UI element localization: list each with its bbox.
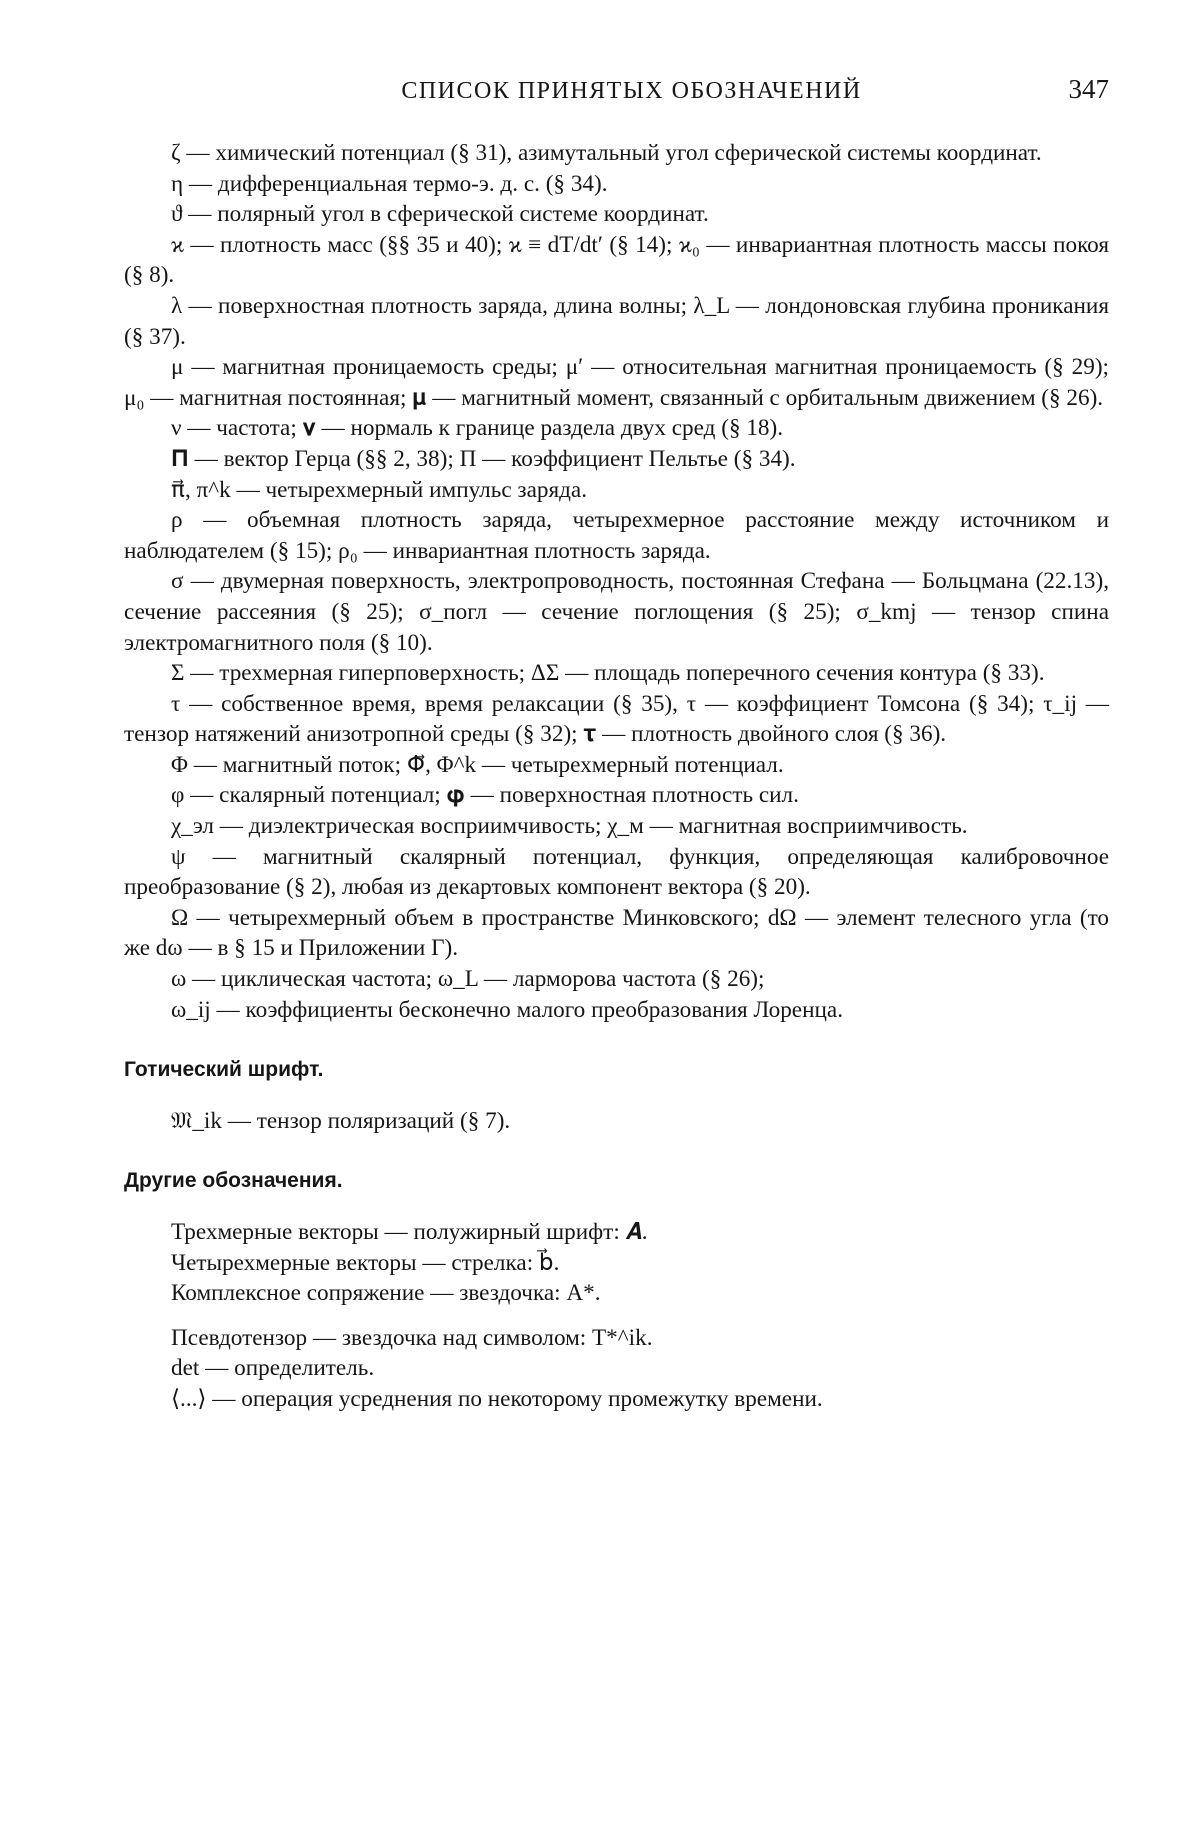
notation-omega: ω — циклическая частота; ω_L — ларморова частота (§ 26); (171, 966, 765, 993)
notation-mu: μ — магнитная проницаемость среды; μ′ — относительная магнитная проницаемость (§ 29); μ₀ — магнитная постоянная; 𝛍 — магнитный момент, связанный с орбитальным движением (§ 26). (124, 354, 1109, 411)
notation-phi: φ — скалярный потенциал; 𝛗 — поверхностная плотность сил. (171, 782, 799, 809)
notation-pseudotensor: Псевдотензор — звездочка над символом: T*^ik. (171, 1324, 653, 1351)
notation-gothic-m: 𝔐_ik — тензор поляризаций (§ 7). (171, 1107, 511, 1134)
page-header (124, 68, 1109, 108)
notation-sigma-capital: Σ — трехмерная гиперповерхность; ΔΣ — площадь поперечного сечения контура (§ 33). (171, 660, 1045, 687)
notation-sigma: σ — двумерная поверхность, электропроводность, постоянная Стефана — Больцмана (22.13), сечение рассеяния (§ 25); σ_погл — сечение поглощения (§ 25); σ_kmj — тензор спина электромагнитного поля (§ 10). (124, 568, 1109, 656)
notation-chi: χ_эл — диэлектрическая восприимчивость; χ_м — магнитная восприимчивость. (171, 813, 968, 840)
notation-average: ⟨...⟩ — операция усреднения по некоторому промежутку времени. (171, 1385, 823, 1412)
notation-eta: η — дифференциальная термо-э. д. с. (§ 34). (171, 170, 608, 197)
section-heading-other: Другие обозначения. (124, 1169, 343, 1193)
notation-pi-capital: 𝚷 — вектор Герца (§§ 2, 38); Π — коэффициент Пельтье (§ 34). (171, 445, 796, 472)
notation-determinant: det — определитель. (171, 1355, 375, 1382)
notation-phi-capital: Φ — магнитный поток; Φ⃗, Φ^k — четырехмерный потенциал. (171, 751, 784, 778)
page-number: 347 (1068, 74, 1109, 104)
notation-omega-ij: ω_ij — коэффициенты бесконечно малого преобразования Лоренца. (171, 996, 844, 1023)
notation-rho: ρ — объемная плотность заряда, четырехмерное расстояние между источником и наблюдателем (§ 15); ρ₀ — инвариантная плотность заряда. (124, 507, 1109, 564)
document-page (124, 68, 1109, 1415)
notation-kappa: ϰ — плотность масс (§§ 35 и 40); ϰ ≡ dT/dt′ (§ 14); ϰ₀ — инвариантная плотность массы покоя (§ 8). (124, 231, 1109, 289)
spacer (124, 1309, 1109, 1323)
notation-omega-capital: Ω — четырехмерный объем в пространстве Минковского; dΩ — элемент телесного угла (то же dω — в § 15 и Приложении Г). (124, 904, 1109, 962)
notation-nu: ν — частота; 𝛎 — нормаль к границе раздела двух сред (§ 18). (171, 415, 784, 442)
section-heading-gothic: Готический шрифт. (124, 1058, 324, 1082)
notation-3d-vectors: Трехмерные векторы — полужирный шрифт: 𝑨. (171, 1219, 648, 1245)
notation-list (124, 138, 1109, 1415)
notation-4d-vectors: Четырехмерные векторы — стрелка: b⃗. (171, 1249, 560, 1276)
notation-tau: τ — собственное время, время релаксации (§ 35), τ — коэффициент Томсона (§ 34); τ_ij — тензор натяжений анизотропной среды (§ 32); 𝛕 — плотность двойного слоя (§ 36). (124, 690, 1109, 748)
notation-complex-conjugate: Комплексное сопряжение — звездочка: A*. (171, 1280, 601, 1307)
notation-lambda: λ — поверхностная плотность заряда, длина волны; λ_L — лондоновская глубина проникания (§ 37). (124, 292, 1110, 350)
notation-pi: π⃗, π^k — четырехмерный импульс заряда. (171, 476, 588, 503)
notation-zeta: ζ — химический потенциал (§ 31), азимутальный угол сферической системы координат. (171, 140, 1042, 166)
running-title: СПИСОК ПРИНЯТЫХ ОБОЗНАЧЕНИЙ (401, 78, 862, 104)
notation-psi: ψ — магнитный скалярный потенциал, функция, определяющая калибровочное преобразование (§ 2), любая из декартовых компонент вектора (§ 20). (124, 843, 1109, 901)
notation-theta: ϑ — полярный угол в сферической системе координат. (171, 201, 709, 228)
